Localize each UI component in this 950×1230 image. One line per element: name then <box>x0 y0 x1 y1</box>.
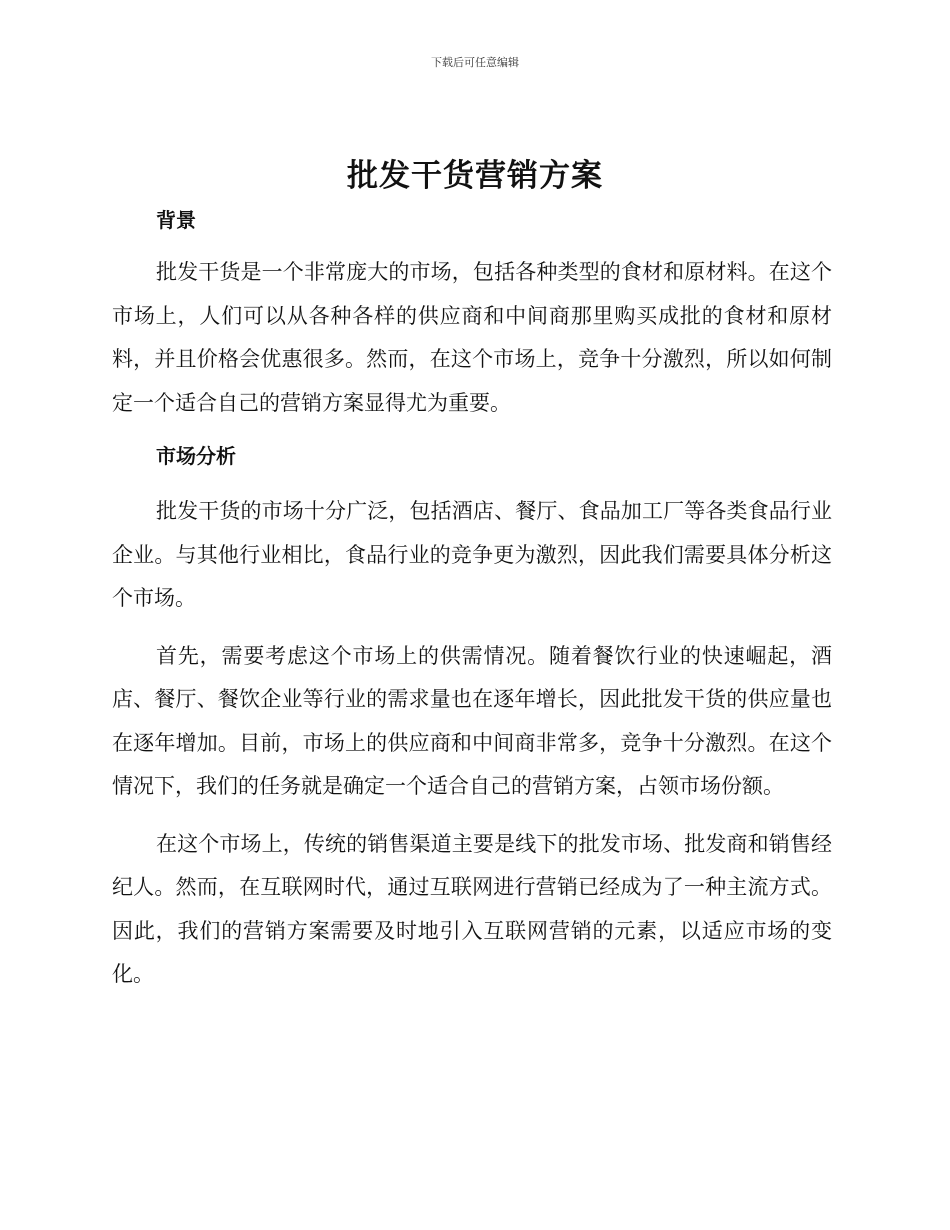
paragraph-market-scope: 批发干货的市场十分广泛，包括酒店、餐厅、食品加工厂等各类食品行业企业。与其他行业相比，食品行业的竞争更为激烈，因此我们需要具体分析这个市场。 <box>112 499 832 610</box>
paragraph-sales-channels: 在这个市场上，传统的销售渠道主要是线下的批发市场、批发商和销售经纪人。然而，在互联网时代，通过互联网进行营销已经成为了一种主流方式。因此，我们的营销方案需要及时地引入互联网营销的元素，以适应市场的变化。 <box>112 831 832 986</box>
section-heading-background: 背景 <box>156 208 196 232</box>
header-note: 下载后可任意编辑 <box>431 56 519 69</box>
document-body <box>112 200 832 997</box>
paragraph-background: 批发干货是一个非常庞大的市场，包括各种类型的食材和原材料。在这个市场上，人们可以从各种各样的供应商和中间商那里购买成批的食材和原材料，并且价格会优惠很多。然而，在这个市场上，竞争十分激烈，所以如何制定一个适合自己的营销方案显得尤为重要。 <box>112 260 832 415</box>
paragraph-supply-demand: 首先，需要考虑这个市场上的供需情况。随着餐饮行业的快速崛起，酒店、餐厅、餐饮企业等行业的需求量也在逐年增长，因此批发干货的供应量也在逐年增加。目前，市场上的供应商和中间商非常多，竞争十分激烈。在这个情况下，我们的任务就是确定一个适合自己的营销方案，占领市场份额。 <box>112 643 832 798</box>
section-heading-market-analysis: 市场分析 <box>156 444 236 468</box>
document-title: 批发干货营销方案 <box>347 158 603 194</box>
